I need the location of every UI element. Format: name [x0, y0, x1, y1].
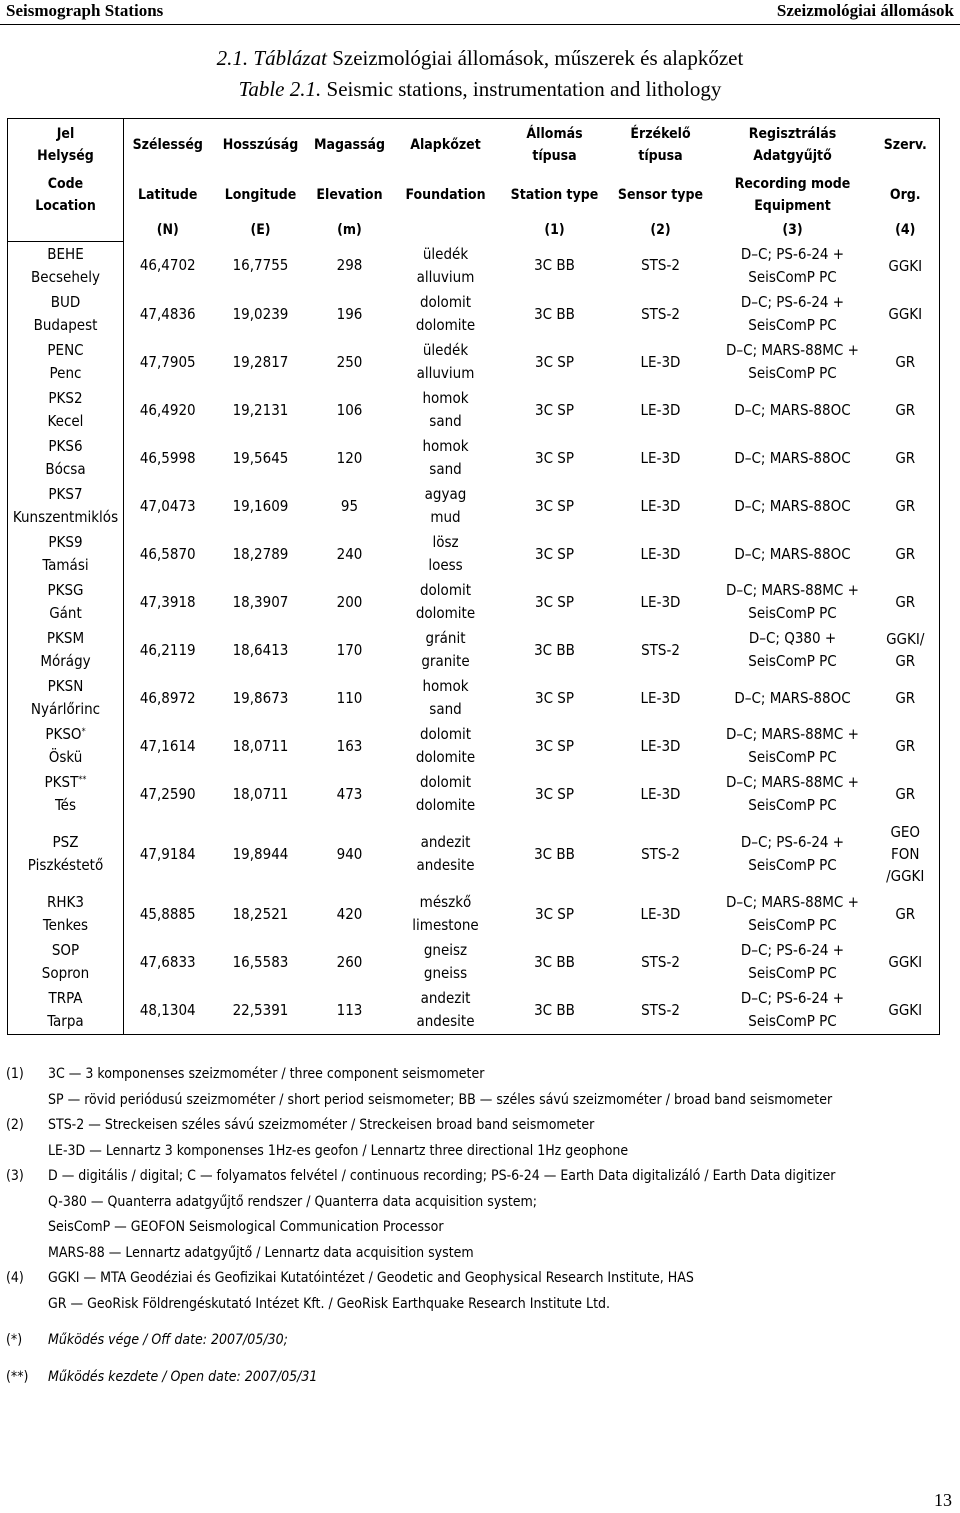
table-row [8, 938, 940, 986]
header-row-units [8, 219, 940, 242]
organization: GGKI [872, 938, 940, 986]
station-latitude: 48,1304 [124, 986, 212, 1035]
station-foundation: dolomit dolomite [415, 773, 476, 814]
station-elevation: 120 [336, 448, 363, 467]
station-longitude: 18,2521 [232, 904, 289, 923]
station-longitude: 19,8673 [232, 688, 289, 707]
station-type: 3C SP [534, 688, 574, 707]
station-latitude: 46,8972 [139, 688, 196, 707]
recording-equipment: D–C; PS-6-24 + SeisComP PC [740, 293, 845, 334]
station-elevation: 170 [336, 640, 363, 659]
sensor-type: STS-2 [641, 844, 680, 863]
organization: GGKI [872, 986, 940, 1035]
station-elevation: 163 [336, 736, 363, 755]
recording-equipment: D–C; MARS-88MC + SeisComP PC [726, 773, 859, 814]
sensor-type: LE-3D [640, 448, 681, 467]
station-code: BUD [50, 293, 81, 311]
table-row [8, 338, 940, 386]
station-code: PKSO* [45, 725, 86, 743]
footnote-text: MARS-88 — Lennartz adatgyűjtő / Lennartz data acquisition system [48, 1244, 474, 1261]
header-right: Szeizmológiai állomások [776, 1, 954, 20]
table-row [8, 722, 940, 770]
station-foundation: homok sand [422, 389, 469, 430]
station-code: TRPA [48, 989, 83, 1007]
station-type: 3C BB [502, 986, 608, 1035]
th-stype-unit: (1) [544, 222, 565, 239]
station-elevation: 113 [310, 986, 390, 1035]
footnote-text: SP — rövid periódusú szeizmométer / short period seismometer; BB — széles sávú szeizmométer / broad band seismometer [48, 1091, 833, 1108]
th-stype-en: Station type [510, 187, 599, 203]
th-org-en: Org. [872, 171, 940, 219]
table-row [8, 626, 940, 674]
th-rec-unit: (3) [782, 222, 803, 239]
station-longitude: 19,2817 [232, 352, 289, 371]
organization: GR [872, 674, 940, 722]
station-foundation: lösz loess [428, 533, 463, 574]
th-lat-en: Latitude [138, 187, 198, 203]
th-sensor-en: Sensor type [617, 187, 704, 203]
recording-equipment: D–C; MARS-88MC + SeisComP PC [726, 725, 859, 766]
recording-equipment: D–C; MARS-88OC [734, 448, 851, 467]
sensor-type: LE-3D [640, 688, 681, 707]
page-number: 13 [934, 1490, 952, 1510]
sensor-type: LE-3D [640, 592, 681, 611]
recording-equipment: D–C; PS-6-24 + SeisComP PC [714, 986, 872, 1035]
station-latitude: 47,3918 [139, 592, 196, 611]
station-location: BUD Budapest [8, 290, 124, 338]
station-latitude: 45,8885 [139, 904, 196, 923]
th-found-hu: Alapkőzet [390, 119, 502, 172]
organization: GR [872, 722, 940, 770]
station-location: SOP Sopron [8, 938, 124, 986]
th-stype-hu: Állomás típusa [502, 119, 608, 172]
footnote-mark [6, 1139, 48, 1165]
stations-table [7, 118, 940, 1035]
th-lon-en: Longitude [224, 187, 297, 203]
sensor-type: LE-3D [640, 400, 681, 419]
station-location: PKS9 Tamási [8, 530, 124, 578]
station-code: PKS9 [48, 533, 83, 551]
th-lat-hu: Szélesség [124, 119, 212, 172]
station-type: 3C SP [534, 544, 574, 563]
station-latitude: 46,5870 [139, 544, 196, 563]
station-location: PSZ Piszkéstető [8, 818, 124, 890]
footnote-line [6, 1139, 956, 1165]
table-row [8, 386, 940, 434]
recording-equipment: D–C; MARS-88OC [734, 496, 851, 515]
table-title-en [0, 77, 960, 102]
organization: GGKI/ GR [872, 626, 940, 674]
station-latitude: 47,9184 [139, 844, 196, 863]
station-location: PKSG Gánt [8, 578, 124, 626]
station-code: PKS7 [48, 485, 83, 503]
footnote-line [6, 1365, 956, 1391]
table-row [8, 986, 940, 1035]
station-type: 3C SP [534, 352, 574, 371]
footnote-text: LE-3D — Lennartz 3 komponenses 1Hz-es geofon / Lennartz three directional 1Hz geophone [48, 1142, 629, 1159]
footnote-mark [6, 1190, 48, 1216]
footnote-text: SeisComP — GEOFON Seismological Communication Processor [48, 1219, 444, 1235]
station-longitude: 19,2131 [232, 400, 289, 419]
organization: GR [872, 578, 940, 626]
station-type: 3C BB [534, 256, 575, 275]
organization: GGKI [872, 290, 940, 338]
footnote-line [6, 1113, 956, 1139]
th-rec-hu: Regisztrálás Adatgyűjtő [714, 119, 872, 172]
station-latitude: 47,0473 [139, 496, 196, 515]
station-elevation: 420 [336, 904, 363, 923]
footnote-line [6, 1292, 956, 1318]
station-longitude: 19,1609 [232, 496, 289, 515]
station-type: 3C BB [534, 304, 575, 323]
station-foundation: mészkő limestone [412, 893, 479, 934]
th-rec-en: Recording mode Equipment [734, 176, 851, 214]
station-latitude: 47,7905 [139, 352, 196, 371]
station-longitude: 16,7755 [232, 256, 289, 275]
recording-equipment: D–C; Q380 + SeisComP PC [748, 629, 837, 670]
sensor-type: STS-2 [641, 304, 680, 323]
station-latitude: 47,1614 [139, 736, 196, 755]
station-type: 3C SP [534, 496, 574, 515]
th-org-hu: Szerv. [872, 119, 940, 172]
station-location: PENC Penc [8, 338, 124, 386]
station-foundation: üledék alluvium [416, 341, 475, 382]
station-foundation: homok sand [422, 437, 469, 478]
station-longitude: 16,5583 [232, 952, 289, 971]
station-foundation: andezit andesite [390, 986, 502, 1035]
footnote-mark: (2) [6, 1117, 24, 1133]
table-row [8, 482, 940, 530]
sensor-type: STS-2 [641, 256, 680, 275]
station-elevation: 260 [336, 952, 363, 971]
organization: GEO FON /GGKI [872, 818, 940, 890]
station-elevation: 106 [336, 400, 363, 419]
title-hu-text: Szeizmológiai állomások, műszerek és alapkőzet [332, 46, 744, 70]
table-row [8, 890, 940, 938]
footnote-text: STS-2 — Streckeisen széles sávú szeizmométer / Streckeisen broad band seismometer [48, 1117, 595, 1133]
station-foundation: dolomit dolomite [415, 725, 476, 766]
station-latitude: 47,4836 [139, 304, 196, 323]
th-sensor-unit: (2) [650, 222, 671, 239]
table-row [8, 530, 940, 578]
station-code: PSZ [52, 833, 79, 851]
title-en-text: Seismic stations, instrumentation and lithology [326, 77, 722, 101]
organization: GGKI [872, 242, 940, 291]
station-elevation: 200 [336, 592, 363, 611]
station-foundation: dolomit dolomite [415, 581, 476, 622]
footnote-text: Q-380 — Quanterra adatgyűjtő rendszer / Quanterra data acquisition system; [48, 1193, 538, 1210]
footnote-line [6, 1215, 956, 1241]
organization: GR [872, 770, 940, 818]
station-type: 3C BB [534, 640, 575, 659]
station-longitude: 22,5391 [212, 986, 310, 1035]
th-elev-unit: (m) [337, 222, 362, 239]
station-elevation: 110 [336, 688, 363, 707]
footnote-mark [6, 1292, 48, 1318]
footnote-text: D — digitális / digital; C — folyamatos felvétel / continuous recording; PS-6-24 — Earth Data digitalizáló / Earth Data digitizer [48, 1168, 836, 1184]
footnote-line [6, 1062, 956, 1088]
station-code: PKS2 [48, 389, 83, 407]
table-row [8, 242, 940, 291]
table-row [8, 818, 940, 890]
station-longitude: 18,3907 [232, 592, 289, 611]
footnote-mark: (3) [6, 1168, 24, 1184]
recording-equipment: D–C; MARS-88MC + SeisComP PC [726, 581, 859, 622]
station-foundation: gránit granite [421, 629, 470, 670]
sensor-type: LE-3D [640, 352, 681, 371]
footnote-line [6, 1190, 956, 1216]
station-elevation: 940 [336, 844, 363, 863]
station-location: PKSM Mórágy [8, 626, 124, 674]
station-elevation: 240 [336, 544, 363, 563]
station-latitude: 46,5998 [139, 448, 196, 467]
footnote-mark [6, 1088, 48, 1114]
footnote-mark: (*) [6, 1332, 23, 1348]
station-latitude: 46,4702 [139, 256, 196, 275]
footnote-line [6, 1328, 956, 1354]
organization: GR [872, 386, 940, 434]
th-found-unit [390, 219, 502, 242]
footnote-line [6, 1088, 956, 1114]
sensor-type: LE-3D [640, 496, 681, 515]
station-longitude: 18,2789 [232, 544, 289, 563]
recording-equipment: D–C; PS-6-24 + SeisComP PC [740, 833, 845, 874]
organization: GR [872, 482, 940, 530]
table-row [8, 290, 940, 338]
station-type: 3C BB [534, 952, 575, 971]
recording-equipment: D–C; MARS-88MC + SeisComP PC [726, 893, 859, 934]
footnote-text: GGKI — MTA Geodéziai és Geofizikai Kutatóintézet / Geodetic and Geophysical Research Institute, HAS [48, 1270, 694, 1286]
station-code: RHK3 [47, 893, 84, 911]
station-foundation: agyag mud [424, 485, 467, 526]
title-hu-prefix: 2.1. Táblázat [216, 46, 327, 70]
station-latitude: 47,6833 [139, 952, 196, 971]
station-latitude: 46,2119 [139, 640, 196, 659]
th-loc-hu: Jel Helység [8, 119, 124, 172]
footnote-mark: (1) [6, 1066, 24, 1082]
th-lon-hu: Hosszúság [212, 119, 310, 172]
station-foundation: dolomit dolomite [415, 293, 476, 334]
station-code: PENC [47, 341, 84, 359]
footnote-line [6, 1266, 956, 1292]
table-row [8, 434, 940, 482]
station-foundation: gneisz gneiss [423, 941, 468, 982]
station-longitude: 19,5645 [232, 448, 289, 467]
station-code: PKSN [47, 677, 84, 695]
table-row [8, 674, 940, 722]
station-type: 3C SP [534, 784, 574, 803]
station-foundation: üledék alluvium [416, 244, 475, 286]
th-elev-hu: Magasság [310, 119, 390, 172]
organization: GR [872, 530, 940, 578]
station-type: 3C SP [534, 736, 574, 755]
th-found-en: Foundation [405, 187, 486, 203]
recording-equipment: D–C; MARS-88OC [734, 688, 851, 707]
station-type: 3C SP [534, 448, 574, 467]
table-row [8, 770, 940, 818]
page-header [0, 0, 960, 25]
station-type: 3C SP [534, 904, 574, 923]
table-row [8, 578, 940, 626]
th-loc-en: Code Location [8, 171, 124, 219]
organization: GR [872, 338, 940, 386]
station-elevation: 95 [340, 496, 359, 515]
sensor-type: STS-2 [608, 986, 714, 1035]
station-elevation: 250 [336, 352, 363, 371]
station-code: PKST** [44, 773, 87, 791]
station-code: PKS6 [48, 437, 83, 455]
station-location: PKSN Nyárlőrinc [8, 674, 124, 722]
station-foundation: homok sand [422, 677, 469, 718]
sensor-type: LE-3D [640, 784, 681, 803]
station-latitude: 47,2590 [139, 784, 196, 803]
station-longitude: 19,8944 [232, 844, 289, 863]
sensor-type: LE-3D [640, 544, 681, 563]
footnote-mark: (4) [6, 1270, 24, 1286]
station-code: PKSG [47, 581, 84, 599]
footnote-text: Működés kezdete / Open date: 2007/05/31 [48, 1368, 318, 1385]
station-location: PKS2 Kecel [8, 386, 124, 434]
table-title-hu [0, 46, 960, 71]
organization: GR [872, 890, 940, 938]
sensor-type: STS-2 [641, 952, 680, 971]
station-foundation: andezit andesite [416, 833, 475, 874]
header-row-hu [8, 119, 940, 172]
station-location: BEHE Becsehely [8, 242, 124, 291]
sensor-type: LE-3D [640, 904, 681, 923]
title-en-prefix: Table 2.1. [238, 77, 322, 101]
th-lon-unit: (E) [250, 222, 271, 239]
station-longitude: 19,0239 [232, 304, 289, 323]
station-code: PKSM [46, 629, 85, 647]
footnote-line [6, 1164, 956, 1190]
organization: GR [872, 434, 940, 482]
th-org-unit: (4) [872, 219, 940, 242]
sensor-type: STS-2 [641, 640, 680, 659]
station-location: PKSO* Öskü [8, 722, 124, 770]
station-code: SOP [51, 941, 80, 959]
station-type: 3C SP [534, 592, 574, 611]
station-location: PKS7 Kunszentmiklós [8, 482, 124, 530]
recording-equipment: D–C; MARS-88OC [734, 544, 851, 563]
recording-equipment: D–C; PS-6-24 + SeisComP PC [740, 244, 845, 286]
header-row-en [8, 171, 940, 219]
th-elev-en: Elevation [316, 187, 383, 203]
footnote-line [6, 1241, 956, 1267]
station-longitude: 18,0711 [232, 784, 289, 803]
recording-equipment: D–C; MARS-88OC [734, 400, 851, 419]
sensor-type: LE-3D [640, 736, 681, 755]
recording-equipment: D–C; MARS-88MC + SeisComP PC [726, 341, 859, 382]
station-type: 3C BB [534, 844, 575, 863]
station-location: RHK3 Tenkes [8, 890, 124, 938]
th-loc-unit [8, 219, 124, 242]
station-longitude: 18,0711 [232, 736, 289, 755]
header-left: Seismograph Stations [6, 1, 164, 20]
station-elevation: 196 [336, 304, 363, 323]
station-code: BEHE [47, 245, 84, 263]
station-elevation: 298 [336, 256, 363, 275]
station-latitude: 46,4920 [139, 400, 196, 419]
footnote-mark: (**) [6, 1368, 29, 1385]
footnote-text: GR — GeoRisk Földrengéskutató Intézet Kft. / GeoRisk Earthquake Research Institute Ltd. [48, 1295, 611, 1312]
footnote-text: 3C — 3 komponenses szeizmométer / three component seismometer [48, 1066, 485, 1082]
station-elevation: 473 [336, 784, 363, 803]
footnote-mark [6, 1215, 48, 1241]
footnote-mark [6, 1241, 48, 1267]
th-sensor-hu: Érzékelő típusa [608, 119, 714, 172]
th-lat-unit: (N) [156, 222, 179, 239]
footnotes [6, 1062, 956, 1390]
footnote-text: Működés vége / Off date: 2007/05/30; [48, 1332, 288, 1348]
station-location: PKS6 Bócsa [8, 434, 124, 482]
station-location: TRPA Tarpa [8, 986, 124, 1035]
station-type: 3C SP [534, 400, 574, 419]
recording-equipment: D–C; PS-6-24 + SeisComP PC [740, 941, 845, 982]
station-longitude: 18,6413 [232, 640, 289, 659]
station-location: PKST** Tés [8, 770, 124, 818]
